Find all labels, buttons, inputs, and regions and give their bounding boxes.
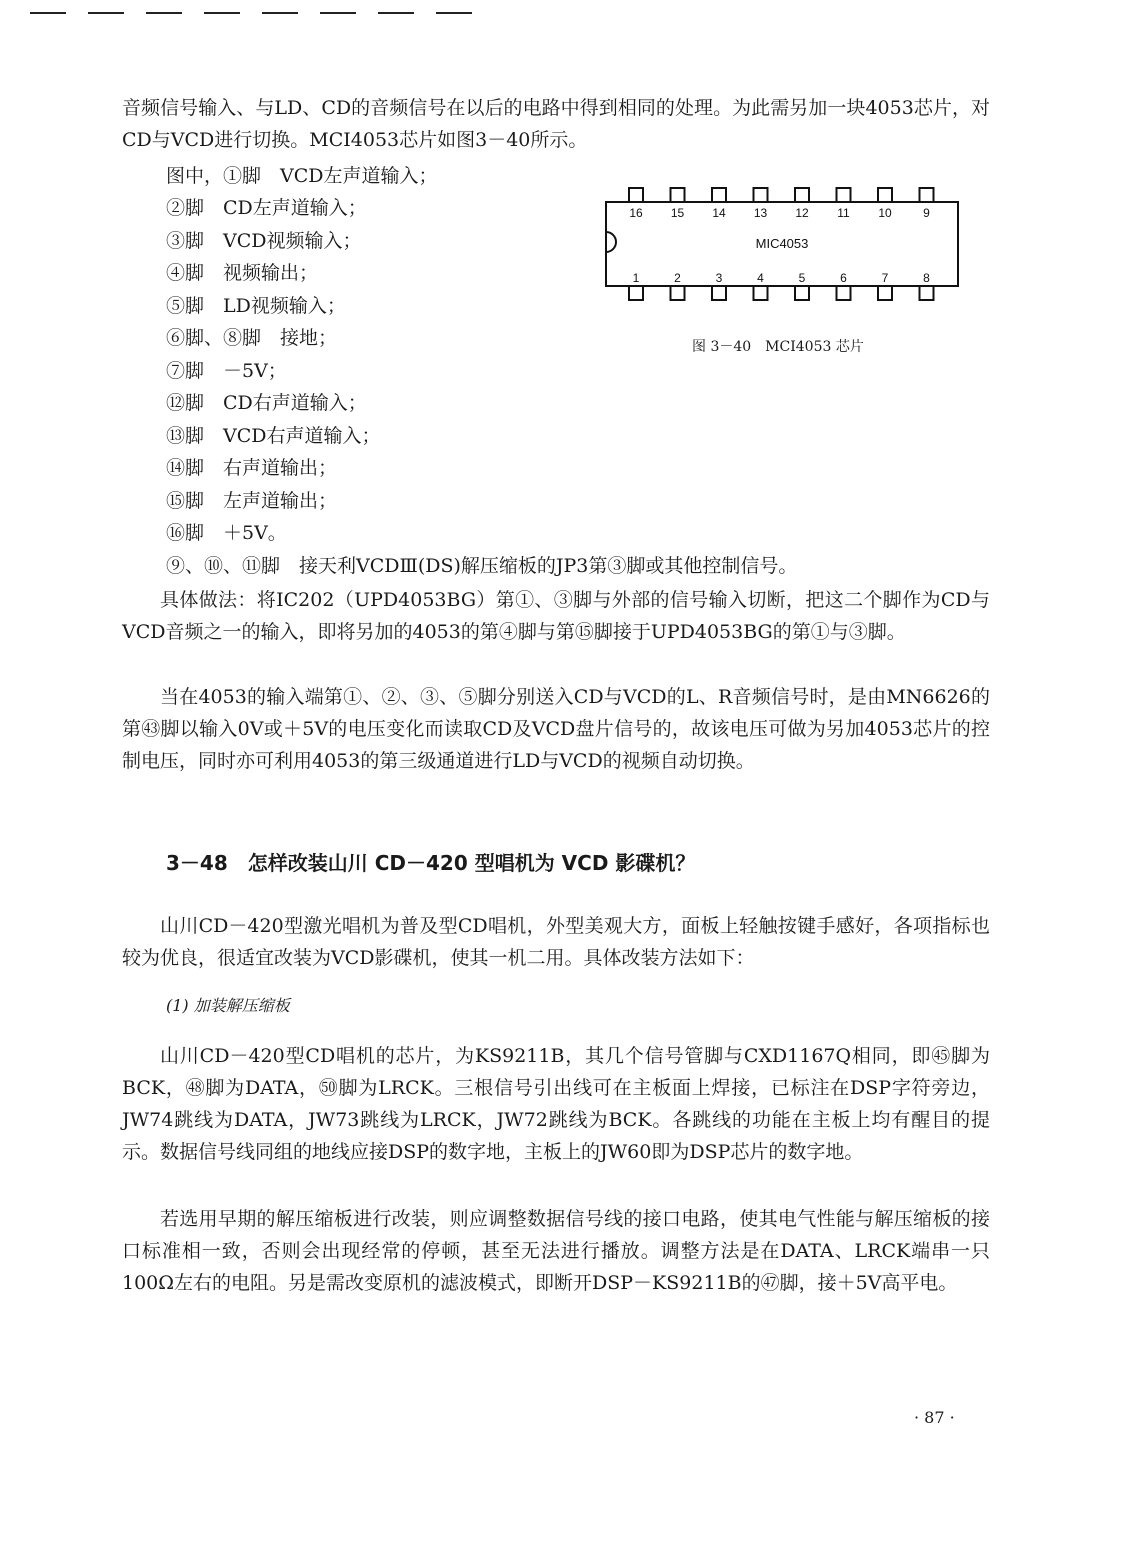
paragraph-adjust: 若选用早期的解压缩板进行改装，则应调整数据信号线的接口电路，使其电气性能与解压缩板的接口标准相一致，否则会出现经常的停顿，甚至无法进行播放。调整方法是在DATA、LRCK端串一只100Ω左右的电阻。另是需改变原机的滤波模式，即断开DSP－KS9211B的㊼脚，接＋5V高平电。 [122, 1208, 990, 1294]
chip-pin-bottom [629, 286, 643, 300]
pin-number-label: 11 [837, 206, 850, 220]
chip-pin-top [837, 188, 851, 202]
paragraph-chip-info: 山川CD－420型CD唱机的芯片，为KS9211B，其几个信号管脚与CXD1167Q相同，即㊺脚为BCK，㊽脚为DATA，㊿脚为LRCK。三根信号引出线可在主板面上焊接，已标注在DSP字符旁边，JW74跳线为DATA，JW73跳线为LRCK，JW72跳线为BCK。各跳线的功能在主板上均有醒目的提示。数据信号线同组的地线应接DSP的数字地，主板上的JW60即为DSP芯片的数字地。 [122, 1045, 990, 1163]
pin-number-label: 1 [632, 271, 640, 285]
header-dash [436, 12, 472, 14]
pin-number-label: 14 [712, 206, 726, 220]
chip-pin-top [629, 188, 643, 202]
pin-description: ⑦脚 －5V； [166, 360, 287, 382]
pin-number-label: 15 [670, 206, 685, 220]
header-dash [30, 12, 66, 14]
pin-number-label: 12 [795, 206, 809, 220]
header-dash [88, 12, 124, 14]
pin-description: ⑨、⑩、⑪脚 接天利VCDⅢ(DS)解压缩板的JP3第③脚或其他控制信号。 [166, 555, 798, 577]
figure-caption: 图 3－40 MCI4053 芯片 [692, 339, 864, 355]
header-rule [30, 0, 472, 14]
paragraph-intro: 音频信号输入、与LD、CD的音频信号在以后的电路中得到相同的处理。为此需另加一块4053芯片，对CD与VCD进行切换。MCI4053芯片如图3－40所示。 [122, 97, 990, 151]
pin-description: ④脚 视频输出； [166, 262, 319, 284]
section-heading: 3－48 怎样改装山川 CD－420 型唱机为 VCD 影碟机？ [166, 851, 696, 875]
chip-label: MIC4053 [755, 236, 809, 251]
header-dash [320, 12, 356, 14]
chip-pin-top [920, 188, 934, 202]
pin-number-label: 13 [753, 206, 768, 220]
pin-number-label: 7 [881, 271, 889, 285]
pin-description: 图中，①脚 VCD左声道输入； [166, 165, 438, 187]
chip-pin-top [712, 188, 726, 202]
page-number: · 87 · [914, 1408, 955, 1427]
chip-pin-top [754, 188, 768, 202]
header-dash [378, 12, 414, 14]
pin-number-label: 10 [878, 206, 892, 220]
pin-number-label: 8 [923, 271, 930, 285]
pin-description: ②脚 CD左声道输入； [166, 197, 367, 219]
pin-description: ③脚 VCD视频输入； [166, 230, 362, 252]
header-dash [146, 12, 182, 14]
chip-pin-bottom [920, 286, 934, 300]
chip-pin-bottom [837, 286, 851, 300]
chip-pin-bottom [754, 286, 768, 300]
header-dash [262, 12, 298, 14]
paragraph-method: 具体做法：将IC202（UPD4053BG）第①、③脚与外部的信号输入切断，把这二个脚作为CD与VCD音频之一的输入，即将另加的4053的第④脚与第⑮脚接于UPD4053BG的第①与③脚。 [122, 589, 990, 643]
pin-description: ⑯脚 ＋5V。 [166, 522, 287, 544]
chip-notch [606, 232, 616, 252]
pin-number-label: 5 [798, 271, 806, 285]
paragraph-section-intro: 山川CD－420型激光唱机为普及型CD唱机，外型美观大方，面板上轻触按键手感好，各项指标也较为优良，很适宜改装为VCD影碟机，使其一机二用。具体改装方法如下： [122, 915, 990, 969]
pin-description: ⑮脚 左声道输出； [166, 490, 338, 512]
ic-chip-diagram [596, 180, 976, 310]
pin-description: ⑫脚 CD右声道输入； [166, 392, 367, 414]
pin-number-label: 6 [840, 271, 847, 285]
pin-number-label: 2 [674, 271, 681, 285]
header-dash [204, 12, 240, 14]
pin-description: ⑥脚、⑧脚 接地； [166, 327, 338, 349]
chip-pin-bottom [712, 286, 726, 300]
chip-pin-bottom [795, 286, 809, 300]
pin-description: ⑤脚 LD视频输入； [166, 295, 346, 317]
chip-pin-bottom [671, 286, 685, 300]
paragraph-control: 当在4053的输入端第①、②、③、⑤脚分别送入CD与VCD的L、R音频信号时，是由MN6626的第㊸脚以输入0V或＋5V的电压变化而读取CD及VCD盘片信号的，故该电压可做为另加4053芯片的控制电压，同时亦可利用4053的第三级通道进行LD与VCD的视频自动切换。 [122, 686, 990, 772]
subheading: (1) 加装解压缩板 [166, 996, 290, 1015]
chip-pin-bottom [878, 286, 892, 300]
chip-pin-top [671, 188, 685, 202]
pin-number-label: 3 [715, 271, 723, 285]
pin-description: ⑭脚 右声道输出； [166, 457, 338, 479]
pin-number-label: 9 [923, 206, 930, 220]
pin-number-label: 4 [757, 271, 764, 285]
pin-description: ⑬脚 VCD右声道输入； [166, 425, 381, 447]
chip-pin-top [795, 188, 809, 202]
pin-number-label: 16 [629, 206, 643, 220]
chip-pin-top [878, 188, 892, 202]
